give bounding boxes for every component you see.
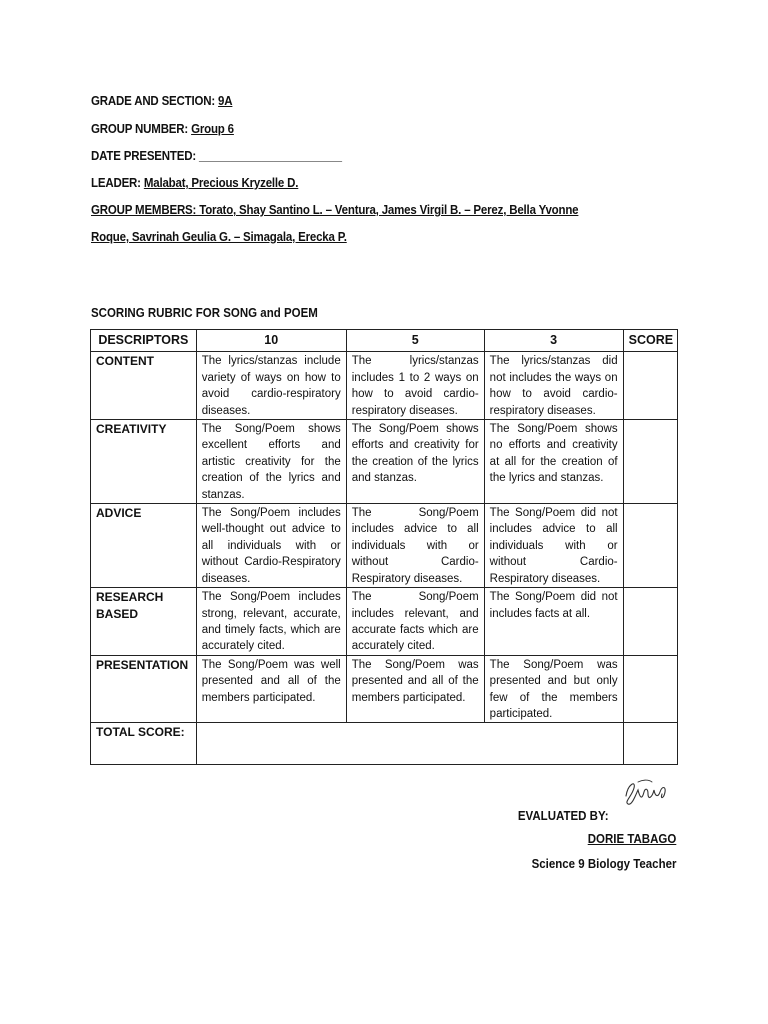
group-number-line xyxy=(91,122,234,136)
column-header-descriptors: DESCRIPTORS xyxy=(91,330,197,352)
rubric-row-presentation xyxy=(91,655,678,723)
group-members-line-2 xyxy=(91,230,347,244)
criteria-3: The Song/Poem did not includes facts at all. xyxy=(484,588,623,656)
score-cell xyxy=(623,352,677,420)
criteria-5: The Song/Poem shows efforts and creativity for the creation of the lyrics and stanzas. xyxy=(346,420,484,504)
criteria-10: The Song/Poem includes strong, relevant, accurate, and timely facts, which are accurately cited. xyxy=(196,588,346,656)
criteria-10: The Song/Poem shows excellent efforts and artistic creativity for the creation of the lyrics and stanzas. xyxy=(196,420,346,504)
criteria-3: The lyrics/stanzas did not includes the ways on how to avoid cardio-respiratory diseases. xyxy=(484,352,623,420)
descriptor-research-based: RESEARCH BASED xyxy=(91,588,197,656)
score-cell xyxy=(623,655,677,723)
group-members-value-1: : Torato, Shay Santino L. – Ventura, James Virgil B. – Perez, Bella Yvonne xyxy=(192,203,579,217)
grade-section-label: GRADE AND SECTION: xyxy=(91,94,219,108)
rubric-row-advice xyxy=(91,504,678,588)
group-members-label: GROUP MEMBERS xyxy=(91,203,193,217)
date-presented-line xyxy=(91,149,342,163)
group-members-value-2: Roque, Savrinah Geulia G. – Simagala, Erecka P. xyxy=(91,230,347,244)
leader-line xyxy=(91,176,298,190)
column-header-score: SCORE xyxy=(623,330,677,352)
signature-icon xyxy=(618,776,674,812)
leader-label: LEADER: xyxy=(91,176,144,190)
criteria-10: The Song/Poem was well presented and all of the members participated. xyxy=(196,655,346,723)
criteria-3: The Song/Poem was presented and but only few of the members participated. xyxy=(484,655,623,723)
evaluator-role: Science 9 Biology Teacher xyxy=(531,857,676,871)
criteria-3: The Song/Poem shows no efforts and creativity at all for the creation of the lyrics and stanzas. xyxy=(484,420,623,504)
score-cell xyxy=(623,588,677,656)
evaluator-name: DORIE TABAGO xyxy=(587,832,676,846)
criteria-10: The lyrics/stanzas include variety of ways on how to avoid cardio-respiratory diseases. xyxy=(196,352,346,420)
total-score-value xyxy=(196,723,623,765)
grade-section-value: 9A xyxy=(218,94,233,108)
criteria-10: The Song/Poem includes well-thought out advice to all individuals with or without Cardio-Respiratory diseases. xyxy=(196,504,346,588)
rubric-row-research-based xyxy=(91,588,678,656)
rubric-table xyxy=(90,329,678,765)
rubric-row-content xyxy=(91,352,678,420)
score-cell xyxy=(623,504,677,588)
date-presented-value: _______________________ xyxy=(199,149,342,163)
column-header-5: 5 xyxy=(346,330,484,352)
group-number-value: Group 6 xyxy=(191,122,234,136)
rubric-header-row xyxy=(91,330,678,352)
criteria-3: The Song/Poem did not includes advice to all individuals with or without Cardio-Respiratory diseases. xyxy=(484,504,623,588)
grade-section-line xyxy=(91,94,232,108)
score-cell xyxy=(623,420,677,504)
column-header-3: 3 xyxy=(484,330,623,352)
total-score-row xyxy=(91,723,678,765)
group-number-label: GROUP NUMBER: xyxy=(91,122,192,136)
descriptor-content: CONTENT xyxy=(91,352,197,420)
group-members-line xyxy=(91,203,578,217)
criteria-5: The Song/Poem includes relevant, and accurate facts which are accurately cited. xyxy=(346,588,484,656)
column-header-10: 10 xyxy=(196,330,346,352)
criteria-5: The Song/Poem includes advice to all individuals with or without Cardio-Respiratory diseases. xyxy=(346,504,484,588)
criteria-5: The Song/Poem was presented and all of the members participated. xyxy=(346,655,484,723)
total-score-cell xyxy=(623,723,677,765)
descriptor-presentation: PRESENTATION xyxy=(91,655,197,723)
rubric-row-creativity xyxy=(91,420,678,504)
descriptor-creativity: CREATIVITY xyxy=(91,420,197,504)
evaluated-by-label: EVALUATED BY: xyxy=(518,809,609,823)
leader-value: Malabat, Precious Kryzelle D. xyxy=(143,176,299,190)
criteria-5: The lyrics/stanzas includes 1 to 2 ways on how to avoid cardio-respiratory diseases. xyxy=(346,352,484,420)
descriptor-advice: ADVICE xyxy=(91,504,197,588)
date-presented-label: DATE PRESENTED: xyxy=(91,149,200,163)
rubric-title: SCORING RUBRIC FOR SONG and POEM xyxy=(91,306,318,320)
total-score-label: TOTAL SCORE: xyxy=(91,723,197,765)
